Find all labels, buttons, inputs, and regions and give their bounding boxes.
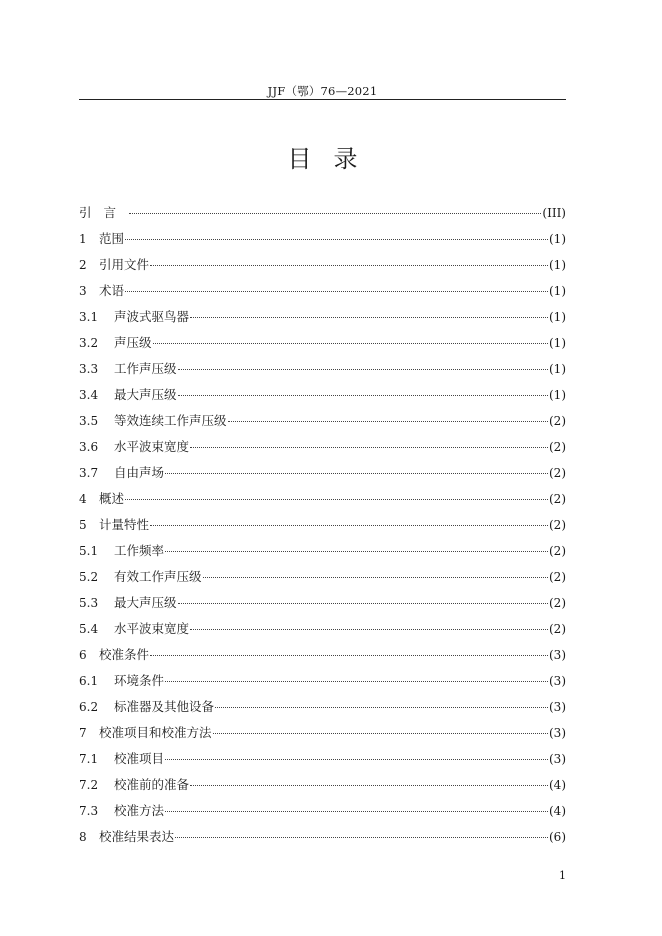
toc-entry-label: 计量特性 xyxy=(99,517,150,532)
toc-entry[interactable] xyxy=(79,672,566,698)
toc-entry[interactable] xyxy=(79,490,566,516)
toc-entry-page: (1) xyxy=(549,336,566,350)
toc-entry[interactable] xyxy=(79,724,566,750)
toc-entry-number: 7.2 xyxy=(79,778,99,792)
toc-dot-leader xyxy=(190,447,548,448)
toc-entry-label: 最大声压级 xyxy=(114,387,177,402)
toc-entry-page: (3) xyxy=(549,674,566,688)
toc-entry-label: 有效工作声压级 xyxy=(114,569,202,584)
toc-dot-leader xyxy=(150,525,548,526)
toc-dot-leader xyxy=(178,395,548,396)
toc-dot-leader xyxy=(165,811,548,812)
toc-entry-number: 3.3 xyxy=(79,362,99,376)
toc-entry-label: 校准条件 xyxy=(99,647,150,662)
toc-entry[interactable] xyxy=(79,282,566,308)
toc-entry-label: 范围 xyxy=(99,231,125,246)
toc-dot-leader xyxy=(153,343,548,344)
toc-entry-page: (2) xyxy=(549,414,566,428)
toc-entry-page: (4) xyxy=(549,778,566,792)
toc-entry-label: 校准前的准备 xyxy=(114,777,190,792)
toc-entry-page: (2) xyxy=(549,544,566,558)
toc-entry[interactable] xyxy=(79,646,566,672)
toc-entry-number: 6 xyxy=(79,648,87,662)
toc-entry[interactable] xyxy=(79,698,566,724)
toc-entry-page: (1) xyxy=(549,362,566,376)
toc-entry[interactable] xyxy=(79,828,566,854)
toc-entry-number: 4 xyxy=(79,492,87,506)
toc-entry[interactable] xyxy=(79,620,566,646)
toc-entry-page: (3) xyxy=(549,752,566,766)
toc-entry[interactable] xyxy=(79,776,566,802)
toc-dot-leader xyxy=(178,603,548,604)
page-number: 1 xyxy=(559,869,566,882)
toc-entry[interactable] xyxy=(79,412,566,438)
toc-entry-page: (2) xyxy=(549,518,566,532)
toc-entry[interactable] xyxy=(79,542,566,568)
toc-entry[interactable] xyxy=(79,438,566,464)
toc-entry-page: (III) xyxy=(542,206,566,220)
toc-dot-leader xyxy=(190,785,548,786)
toc-dot-leader xyxy=(215,707,548,708)
toc-entry[interactable] xyxy=(79,360,566,386)
toc-entry-number: 3.2 xyxy=(79,336,99,350)
toc-entry-page: (3) xyxy=(549,726,566,740)
toc-dot-leader xyxy=(165,551,548,552)
toc-dot-leader xyxy=(165,473,548,474)
toc-entry[interactable] xyxy=(79,308,566,334)
toc-entry-number: 2 xyxy=(79,258,87,272)
toc-entry-number: 6.2 xyxy=(79,700,99,714)
toc-dot-leader xyxy=(125,499,548,500)
toc-entry[interactable] xyxy=(79,256,566,282)
toc-entry[interactable] xyxy=(79,334,566,360)
toc-entry-number: 3.1 xyxy=(79,310,99,324)
toc-entry-label: 水平波束宽度 xyxy=(114,621,190,636)
toc-entry-number: 3.4 xyxy=(79,388,99,402)
toc-entry-page: (2) xyxy=(549,570,566,584)
toc-entry-label: 环境条件 xyxy=(114,673,165,688)
toc-entry-label: 等效连续工作声压级 xyxy=(114,413,227,428)
toc-dot-leader xyxy=(228,421,548,422)
toc-dot-leader xyxy=(150,655,548,656)
toc-entry[interactable] xyxy=(79,386,566,412)
toc-entry-page: (1) xyxy=(549,232,566,246)
toc-entry-page: (2) xyxy=(549,596,566,610)
toc-dot-leader xyxy=(203,577,548,578)
toc-entry-label: 术语 xyxy=(99,283,125,298)
toc-entry-page: (1) xyxy=(549,388,566,402)
toc-entry-number: 3.7 xyxy=(79,466,99,480)
toc-entry-label: 声压级 xyxy=(114,335,152,350)
toc-entry[interactable] xyxy=(79,568,566,594)
toc-dot-leader xyxy=(175,837,548,838)
toc-entry-number: 3.5 xyxy=(79,414,99,428)
toc-entry[interactable] xyxy=(79,204,566,230)
toc-dot-leader xyxy=(125,239,548,240)
toc-entry-label: 校准项目 xyxy=(114,751,165,766)
toc-entry-page: (2) xyxy=(549,466,566,480)
toc-dot-leader xyxy=(165,759,548,760)
toc-entry-page: (1) xyxy=(549,310,566,324)
toc-dot-leader xyxy=(150,265,548,266)
toc-entry[interactable] xyxy=(79,516,566,542)
toc-entry-label: 工作声压级 xyxy=(114,361,177,376)
document-code-header: JJF（鄂）76—2021 xyxy=(267,84,378,98)
toc-entry-page: (1) xyxy=(549,284,566,298)
toc-dot-leader xyxy=(190,317,548,318)
toc-entry-page: (3) xyxy=(549,648,566,662)
toc-entry-label: 最大声压级 xyxy=(114,595,177,610)
toc-entry-number: 5.2 xyxy=(79,570,99,584)
toc-entry-label: 校准方法 xyxy=(114,803,165,818)
toc-entry-label: 工作频率 xyxy=(114,543,165,558)
header-rule xyxy=(79,99,566,100)
toc-entry-number: 5.3 xyxy=(79,596,99,610)
toc-dot-leader xyxy=(213,733,548,734)
page-title: 目录 xyxy=(287,145,380,173)
toc-entry-number: 5.4 xyxy=(79,622,99,636)
table-of-contents xyxy=(79,204,566,854)
toc-entry-number: 8 xyxy=(79,830,87,844)
toc-entry[interactable] xyxy=(79,230,566,256)
toc-entry-page: (2) xyxy=(549,622,566,636)
toc-entry-number: 1 xyxy=(79,232,87,246)
toc-entry-number: 3.6 xyxy=(79,440,99,454)
toc-entry-number: 7 xyxy=(79,726,87,740)
toc-entry-page: (6) xyxy=(549,830,566,844)
toc-entry-label: 引言 xyxy=(79,205,129,220)
toc-entry-page: (2) xyxy=(549,440,566,454)
toc-entry[interactable] xyxy=(79,464,566,490)
toc-entry-label: 引用文件 xyxy=(99,257,150,272)
toc-dot-leader xyxy=(129,213,541,214)
toc-entry-label: 校准项目和校准方法 xyxy=(99,725,212,740)
toc-dot-leader xyxy=(165,681,548,682)
toc-entry-number: 7.3 xyxy=(79,804,99,818)
toc-entry-number: 6.1 xyxy=(79,674,99,688)
toc-entry-label: 水平波束宽度 xyxy=(114,439,190,454)
toc-entry-page: (1) xyxy=(549,258,566,272)
toc-entry-page: (2) xyxy=(549,492,566,506)
toc-entry[interactable] xyxy=(79,594,566,620)
toc-entry-label: 校准结果表达 xyxy=(99,829,175,844)
toc-entry-page: (4) xyxy=(549,804,566,818)
toc-entry-number: 7.1 xyxy=(79,752,99,766)
toc-entry[interactable] xyxy=(79,750,566,776)
toc-entry-number: 5.1 xyxy=(79,544,99,558)
toc-entry-label: 声波式驱鸟器 xyxy=(114,309,190,324)
toc-entry-number: 3 xyxy=(79,284,87,298)
toc-dot-leader xyxy=(178,369,548,370)
toc-entry-page: (3) xyxy=(549,700,566,714)
toc-dot-leader xyxy=(125,291,548,292)
toc-entry-number: 5 xyxy=(79,518,87,532)
toc-entry-label: 概述 xyxy=(99,491,125,506)
toc-entry[interactable] xyxy=(79,802,566,828)
toc-dot-leader xyxy=(190,629,548,630)
toc-entry-label: 自由声场 xyxy=(114,465,165,480)
toc-entry-label: 标准器及其他设备 xyxy=(114,699,215,714)
